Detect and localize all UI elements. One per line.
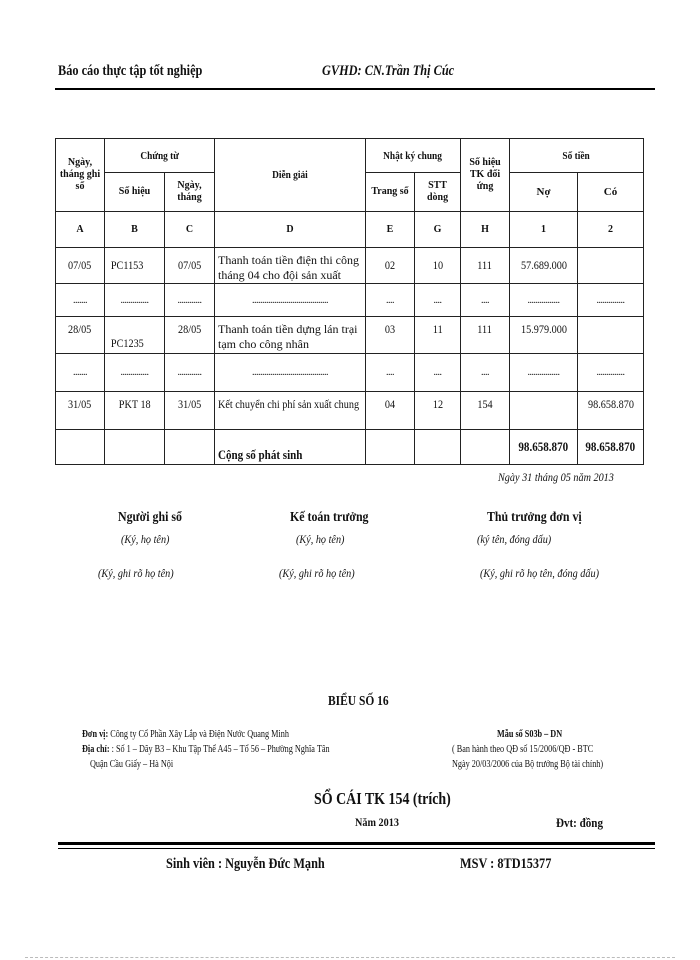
cell-contra-account: 111 [461, 317, 510, 354]
footer-rule-thin [58, 848, 655, 849]
cell-empty [56, 430, 105, 465]
cell-date: 31/05 [56, 392, 105, 430]
cell-contra-account: .... [461, 354, 510, 392]
cell-date: 07/05 [56, 248, 105, 284]
signer-recorder-sub: (Ký, họ tên) [121, 532, 170, 546]
form-regulation-date: Ngày 20/03/2006 của Bộ trưởng Bộ tài chính) [452, 759, 604, 770]
cell-voucher-no: PC1153 [105, 248, 165, 284]
col-code: G [415, 212, 461, 248]
student-name: Sinh viên : Nguyễn Đức Mạnh [166, 856, 325, 872]
cell-description: Thanh toán tiền điện thi công tháng 04 cho đội sản xuất [215, 248, 366, 284]
cell-debit: ................ [510, 354, 578, 392]
page-edge [25, 957, 675, 958]
signer-director-title: Thủ trưởng đơn vị [487, 510, 582, 525]
cell-empty [105, 430, 165, 465]
cell-voucher-date: ............ [165, 354, 215, 392]
cell-line-no: 10 [415, 248, 461, 284]
cell-contra-account: 111 [461, 248, 510, 284]
cell-credit: 98.658.870 [578, 392, 644, 430]
signer-director-sub2: (Ký, ghi rõ họ tên, đóng dấu) [480, 566, 599, 580]
cell-voucher-date: 07/05 [165, 248, 215, 284]
cell-line-no: .... [415, 354, 461, 392]
cell-credit [578, 317, 644, 354]
cell-page-no: .... [366, 284, 415, 317]
total-label: Cộng số phát sinh [215, 430, 366, 465]
cell-page-no: 02 [366, 248, 415, 284]
col-code: 1 [510, 212, 578, 248]
col-code: 2 [578, 212, 644, 248]
header-debit: Nợ [510, 173, 578, 212]
col-code: A [56, 212, 105, 248]
form-number: BIỂU SỐ 16 [328, 694, 389, 709]
table-row [56, 317, 644, 354]
cell-empty [461, 430, 510, 465]
cell-description: Thanh toán tiền dựng lán trại tạm cho công nhân [215, 317, 366, 354]
table-row [56, 392, 644, 430]
signer-chief-accountant-title: Kế toán trưởng [290, 510, 369, 525]
cell-empty [415, 430, 461, 465]
sign-date: Ngày 31 tháng 05 năm 2013 [498, 470, 614, 484]
cell-voucher-date: ............ [165, 284, 215, 317]
ledger-table [55, 138, 644, 465]
table-row [56, 354, 644, 392]
header-rule [55, 88, 655, 90]
cell-line-no: .... [415, 284, 461, 317]
header-contra-account: Số hiệu TK đối ứng [461, 139, 510, 212]
advisor-name: GVHD: CN.Trần Thị Cúc [322, 63, 455, 79]
col-code: C [165, 212, 215, 248]
signer-chief-accountant-sub: (Ký, họ tên) [296, 532, 345, 546]
header-amount: Số tiền [510, 139, 644, 173]
form-template: Mẫu số S03b – DN [497, 729, 563, 740]
header-description: Diễn giải [215, 139, 366, 212]
col-code: D [215, 212, 366, 248]
company-unit: Đơn vị: Công ty Cổ Phần Xây Lắp và Điện Nước Quang Minh [82, 729, 289, 740]
header-voucher-no: Số hiệu [105, 173, 165, 212]
header-line-no: STT dòng [415, 173, 461, 212]
currency-unit: Đvt: đồng [556, 815, 603, 830]
table-row [56, 284, 644, 317]
cell-credit [578, 248, 644, 284]
col-code: H [461, 212, 510, 248]
column-code-row [56, 212, 644, 248]
cell-page-no: 03 [366, 317, 415, 354]
header-journal: Nhật ký chung [366, 139, 461, 173]
col-code: E [366, 212, 415, 248]
student-id: MSV : 8TD15377 [460, 856, 552, 872]
cell-debit: 15.979.000 [510, 317, 578, 354]
header-date-recorded: Ngày, tháng ghi sổ [56, 139, 105, 212]
cell-debit: ................ [510, 284, 578, 317]
cell-page-no: .... [366, 354, 415, 392]
cell-date: ....... [56, 354, 105, 392]
cell-contra-account: 154 [461, 392, 510, 430]
report-title: Báo cáo thực tập tốt nghiệp [58, 63, 203, 79]
cell-debit [510, 392, 578, 430]
signer-recorder-title: Người ghi sổ [118, 510, 182, 525]
company-address-line2: Quận Cầu Giấy – Hà Nội [90, 759, 174, 770]
total-credit: 98.658.870 [578, 430, 644, 465]
cell-contra-account: .... [461, 284, 510, 317]
cell-debit: 57.689.000 [510, 248, 578, 284]
table-row [56, 248, 644, 284]
cell-description: Kết chuyển chi phí sản xuất chung [215, 392, 366, 430]
cell-page-no: 04 [366, 392, 415, 430]
header-credit: Có [578, 173, 644, 212]
header-page-no: Trang số [366, 173, 415, 212]
cell-line-no: 12 [415, 392, 461, 430]
company-address: Địa chỉ: : Số 1 – Dãy B3 – Khu Tập Thể A45 – Tổ 56 – Phường Nghĩa Tân [82, 744, 330, 755]
cell-date: 28/05 [56, 317, 105, 354]
cell-voucher-no: .............. [105, 354, 165, 392]
cell-voucher-date: 31/05 [165, 392, 215, 430]
total-debit: 98.658.870 [510, 430, 578, 465]
cell-description: ...................................... [215, 354, 366, 392]
cell-credit: .............. [578, 354, 644, 392]
cell-voucher-no: PKT 18 [105, 392, 165, 430]
col-code: B [105, 212, 165, 248]
cell-date: ....... [56, 284, 105, 317]
total-row [56, 430, 644, 465]
signer-director-sub: (ký tên, đóng dấu) [477, 532, 552, 546]
ledger-year: Năm 2013 [355, 815, 399, 829]
cell-voucher-no: PC1235 [105, 317, 165, 354]
ledger-title: SỔ CÁI TK 154 (trích) [314, 789, 451, 808]
header-voucher: Chứng từ [105, 139, 215, 173]
cell-empty [165, 430, 215, 465]
cell-line-no: 11 [415, 317, 461, 354]
cell-voucher-no: .............. [105, 284, 165, 317]
header-voucher-date: Ngày, tháng [165, 173, 215, 212]
cell-description: ...................................... [215, 284, 366, 317]
signer-chief-accountant-sub2: (Ký, ghi rõ họ tên) [279, 566, 355, 580]
signer-recorder-sub2: (Ký, ghi rõ họ tên) [98, 566, 174, 580]
cell-credit: .............. [578, 284, 644, 317]
cell-empty [366, 430, 415, 465]
footer-rule-thick [58, 842, 655, 845]
form-regulation: ( Ban hành theo QĐ số 15/2006/QĐ - BTC [452, 744, 594, 755]
cell-voucher-date: 28/05 [165, 317, 215, 354]
